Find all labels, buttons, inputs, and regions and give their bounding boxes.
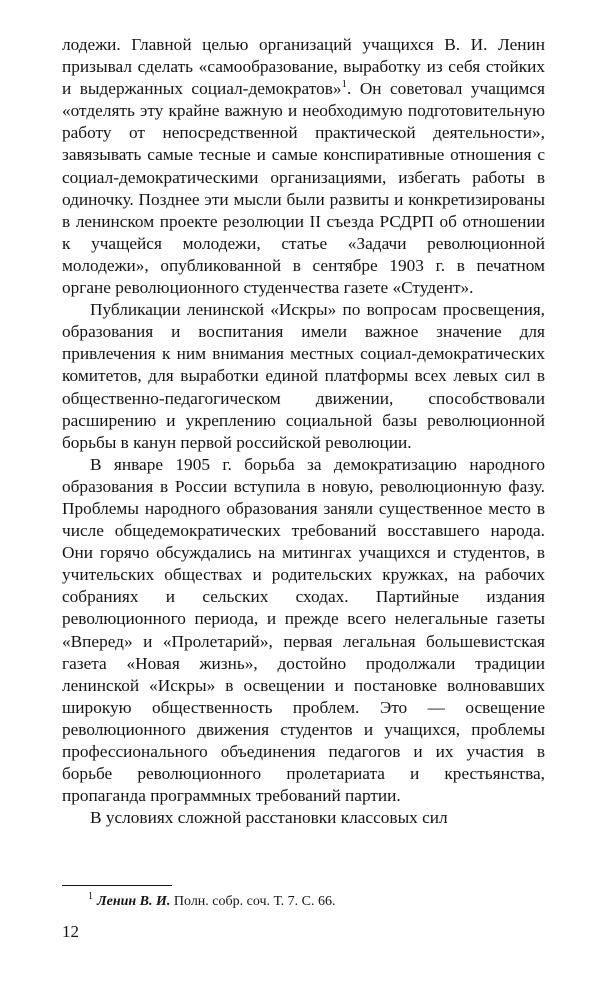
footnote: [88, 893, 528, 911]
footnote-author: Ленин В. И.: [97, 894, 171, 909]
paragraph-1-text-b: . Он советовал учащимся «отделять эту крайне важную и необходимую подготовительную работу от непосредственной практической деятельности», завязывать самые тесные и самые конспиративные отношения с социал-демократическими организациями, избегать работы в одиночку. Позднее эти мысли были развиты и конкретизированы в ленинском проекте резолюции II съезда РСДРП об отношении к учащейся молодежи, статье «Задачи революционной молодежи», опубликованной в сентябре 1903 г. в печатном органе революционного студенчества газете «Студент».: [62, 79, 545, 298]
paragraph-2: Публикации ленинской «Искры» по вопросам просвещения, образования и воспитания имели важное значение для привлечения к ним внимания местных социал-демократических комитетов, для выработки единой платформы всех левых сил в общественно-педагогическом движении, способствовали расширению и укреплению социальной базы революционной борьбы в канун первой российской революции.: [62, 300, 545, 452]
footnote-number: 1: [88, 891, 93, 903]
paragraph-3: В январе 1905 г. борьба за демократизацию народного образования в России вступила в новую, революционную фазу. Проблемы народного образования заняли существенное место в числе общедемократических требований восставшего народа. Они горячо обсуждались на митингах учащихся и студентов, в учительских обществах и родительских кружках, на рабочих собраниях и сельских сходах. Партийные издания революционного периода, и прежде всего нелегальные газеты «Вперед» и «Пролетарий», первая легальная большевистская газета «Новая жизнь», достойно продолжали традиции ленинской «Искры» в освещении и постановке волновавших широкую общественность проблем. Это — освещение революционного движения студентов и учащихся, проблемы профессионального объединения педагогов и их участия в борьбе революционного пролетариата и крестьянства, пропаганда программных требований партии.: [62, 454, 545, 806]
page-number: 12: [62, 922, 79, 941]
paragraph-4: В условиях сложной расстановки классовых сил: [90, 808, 448, 828]
footnote-citation: Полн. собр. соч. Т. 7. С. 66.: [170, 894, 336, 909]
paragraph-1: [62, 34, 545, 299]
footnote-divider: [62, 885, 172, 886]
paragraph-1-text-a: лодежи. Главной целью организаций учащихся В. И. Ленин призывал сделать «самообразование, выработку из себя стойких и выдержанных социал-демократов»: [62, 35, 545, 99]
book-page-body: [62, 34, 545, 829]
footnote-reference[interactable]: 1: [341, 78, 348, 91]
